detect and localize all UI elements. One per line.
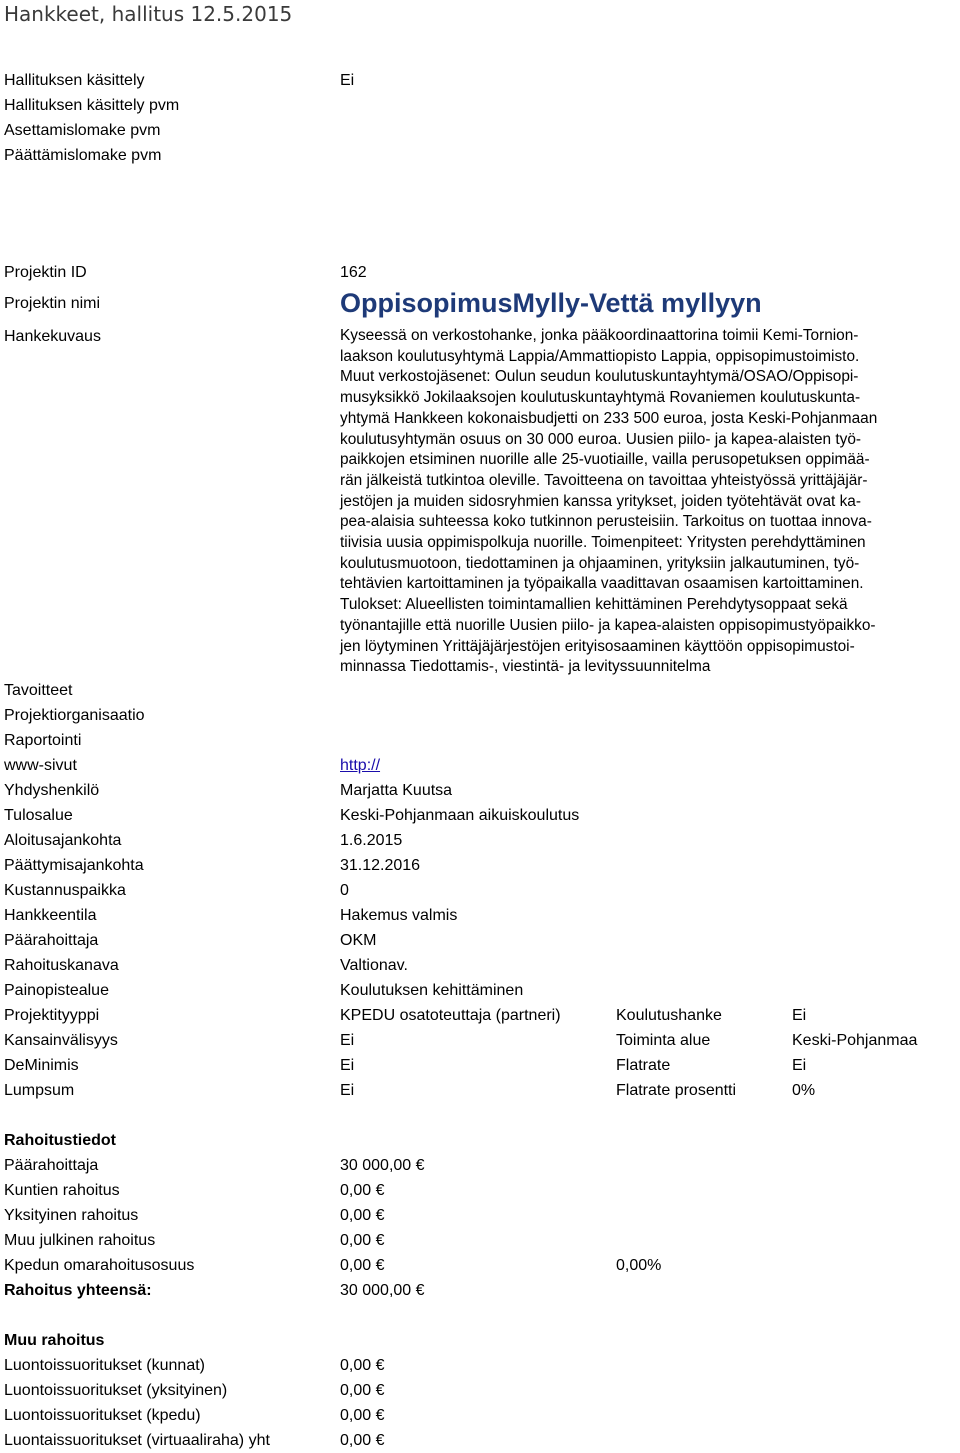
mr-yksityinen-value: 0,00 €: [340, 1382, 385, 1399]
tulosalue-label: Tulosalue: [4, 807, 73, 824]
description-line: yhtymä Hankkeen kokonaisbudjetti on 233 500 euroa, josta Keski-Pohjanmaan: [340, 409, 878, 427]
rt-kpedu-value: 0,00 €: [340, 1257, 385, 1274]
toiminta-alue-label: Toiminta alue: [616, 1032, 711, 1049]
euro-symbol: €: [415, 1157, 425, 1174]
euro-symbol: €: [375, 1232, 385, 1249]
rt-paarahoittaja-value: 30 000,00 €: [340, 1157, 425, 1174]
flatrate-prosentti-label: Flatrate prosentti: [616, 1082, 737, 1099]
mr-virtuaali-value: 0,00 €: [340, 1432, 385, 1449]
rt-yhteensa-label: Rahoitus yhteensä:: [4, 1282, 152, 1299]
painopistealue-label: Painopistealue: [4, 982, 109, 999]
paattamislomake-pvm-label: Päättämislomake pvm: [4, 147, 162, 164]
description-line: tehtävien kartoittaminen ja työpaikalla vaadittavan osaamisen kartoittaminen.: [340, 575, 864, 593]
aloitusajankohta-label: Aloitusajankohta: [4, 832, 122, 849]
mr-kpedu-value: 0,00 €: [340, 1407, 385, 1424]
page-header-title: Hankkeet, hallitus 12.5.2015: [4, 2, 293, 26]
paattymisajankohta-label: Päättymisajankohta: [4, 857, 144, 874]
mr-kpedu-label: Luontoissuoritukset (kpedu): [4, 1407, 201, 1424]
rt-kpedu-label: Kpedun omarahoitusosuus: [4, 1257, 195, 1274]
rt-kuntien-value: 0,00 €: [340, 1182, 385, 1199]
hallituksen-kasittely-label: Hallituksen käsittely: [4, 72, 145, 89]
muu-rahoitus-heading: Muu rahoitus: [4, 1332, 105, 1349]
kansainvalisyys-value: Ei: [340, 1032, 355, 1049]
kustannuspaikka-value: 0: [340, 882, 349, 899]
lumpsum-label: Lumpsum: [4, 1082, 75, 1099]
euro-symbol: €: [415, 1282, 425, 1299]
description-line: Muut verkostojäsenet: Oulun seudun koulutuskuntayhtymä/OSAO/Oppisopi-: [340, 368, 859, 386]
euro-symbol: €: [375, 1432, 385, 1449]
hankkeentila-label: Hankkeentila: [4, 907, 97, 924]
description-line: tiivisia uusia oppimispolkuja nuorille. Toimenpiteet: Yritysten perehdyttäminen: [340, 534, 866, 552]
projektityyppi-value: KPEDU osatoteuttaja (partneri): [340, 1007, 561, 1024]
lumpsum-value: Ei: [340, 1082, 355, 1099]
kansainvalisyys-label: Kansainvälisyys: [4, 1032, 118, 1049]
rahoituskanava-label: Rahoituskanava: [4, 957, 119, 974]
rt-muu-julkinen-label: Muu julkinen rahoitus: [4, 1232, 156, 1249]
description-line: työnantajille että nuorille Uusien piilo- ja kapea-alaisten oppisopimustyöpaikko-: [340, 616, 876, 634]
projektityyppi-label: Projektityyppi: [4, 1007, 100, 1024]
hallituksen-kasittely-value: Ei: [340, 72, 355, 89]
project-description: [340, 326, 960, 678]
projektin-id-label: Projektin ID: [4, 264, 87, 281]
tavoitteet-label: Tavoitteet: [4, 682, 73, 699]
projektin-id-value: 162: [340, 264, 367, 281]
rahoituskanava-value: Valtionav.: [340, 957, 408, 974]
projektin-nimi-label: Projektin nimi: [4, 295, 101, 312]
rt-muu-julkinen-value: 0,00 €: [340, 1232, 385, 1249]
rt-paarahoittaja-label: Päärahoittaja: [4, 1157, 99, 1174]
tulosalue-value: Keski-Pohjanmaan aikuiskoulutus: [340, 807, 580, 824]
euro-symbol: €: [375, 1182, 385, 1199]
www-link[interactable]: http://: [340, 757, 381, 774]
description-line: paikkojen etsiminen nuorille alle 25-vuotiaille, vailla perusopetuksen oppimää-: [340, 451, 870, 469]
rt-yksityinen-value: 0,00 €: [340, 1207, 385, 1224]
rt-kpedu-percent: 0,00%: [616, 1257, 662, 1274]
description-line: koulutusyhtymän osuus on 30 000 euroa. Uusien piilo- ja kapea-alaisten työ-: [340, 430, 862, 448]
rahoitustiedot-heading: Rahoitustiedot: [4, 1132, 116, 1149]
asettamislomake-pvm-label: Asettamislomake pvm: [4, 122, 161, 139]
yhdyshenkilo-label: Yhdyshenkilö: [4, 782, 100, 799]
hankekuvaus-label: Hankekuvaus: [4, 328, 101, 345]
kustannuspaikka-label: Kustannuspaikka: [4, 882, 126, 899]
project-name-title: OppisopimusMylly-Vettä myllyyn: [340, 288, 762, 318]
toiminta-alue-value: Keski-Pohjanmaa: [792, 1032, 918, 1049]
mr-virtuaali-label: Luontaissuoritukset (virtuaaliraha) yht: [4, 1432, 270, 1449]
koulutushanke-value: Ei: [792, 1007, 807, 1024]
mr-kunnat-label: Luontoissuoritukset (kunnat): [4, 1357, 205, 1374]
paarahoittaja-value: OKM: [340, 932, 377, 949]
description-line: jen löytyminen Yrittäjäjärjestöjen erityisosaaminen käyttöön oppisopimustoi-: [340, 637, 855, 655]
description-line: Tulokset: Alueellisten toimintamallien kehittäminen Perehdytysoppaat sekä: [340, 596, 848, 614]
euro-symbol: €: [375, 1407, 385, 1424]
rt-yhteensa-value: 30 000,00 €: [340, 1282, 425, 1299]
hankkeentila-value: Hakemus valmis: [340, 907, 458, 924]
deminimis-label: DeMinimis: [4, 1057, 79, 1074]
paattymisajankohta-value: 31.12.2016: [340, 857, 421, 874]
deminimis-value: Ei: [340, 1057, 355, 1074]
description-line: jestöjen ja muiden sidosryhmien kanssa yritykset, joiden työtehtävät ovat ka-: [340, 492, 861, 510]
hallituksen-kasittely-pvm-label: Hallituksen käsittely pvm: [4, 97, 180, 114]
raportointi-label: Raportointi: [4, 732, 82, 749]
euro-symbol: €: [375, 1382, 385, 1399]
flatrate-value: Ei: [792, 1057, 807, 1074]
projektiorganisaatio-label: Projektiorganisaatio: [4, 707, 145, 724]
description-line: Kyseessä on verkostohanke, jonka pääkoordinaattorina toimii Kemi-Tornion-: [340, 327, 859, 344]
rt-yksityinen-label: Yksityinen rahoitus: [4, 1207, 139, 1224]
koulutushanke-label: Koulutushanke: [616, 1007, 722, 1024]
euro-symbol: €: [375, 1257, 385, 1274]
euro-symbol: €: [375, 1357, 385, 1374]
description-line: koulutusmuotoon, tiedottaminen ja ohjaaminen, yrityksiin jalkautuminen, työ-: [340, 554, 860, 572]
description-line: laakson koulutusyhtymä Lappia/Ammattiopisto Lappia, oppisopimustoimisto.: [340, 347, 860, 365]
flatrate-prosentti-value: 0%: [792, 1082, 816, 1099]
paarahoittaja-label: Päärahoittaja: [4, 932, 99, 949]
mr-kunnat-value: 0,00 €: [340, 1357, 385, 1374]
description-line: minnassa Tiedottamis-, viestintä- ja levityssuunnitelma: [340, 658, 711, 676]
description-line: rän jälkeistä tutkintoa oleville. Tavoitteena on tavoittaa yhteistyössä yrittäjäjär-: [340, 471, 868, 489]
description-line: musyksikkö Jokilaaksojen koulutuskuntayhtymä Rovaniemen koulutuskunta-: [340, 389, 861, 407]
www-sivut-label: www-sivut: [4, 757, 77, 774]
mr-yksityinen-label: Luontoissuoritukset (yksityinen): [4, 1382, 228, 1399]
flatrate-label: Flatrate: [616, 1057, 671, 1074]
rt-kuntien-label: Kuntien rahoitus: [4, 1182, 120, 1199]
aloitusajankohta-value: 1.6.2015: [340, 832, 403, 849]
painopistealue-value: Koulutuksen kehittäminen: [340, 982, 524, 999]
euro-symbol: €: [375, 1207, 385, 1224]
description-line: pea-alaisia suhteessa koko tutkinnon perusteisiin. Tarkoitus on tuottaa innova-: [340, 513, 872, 531]
yhdyshenkilo-value: Marjatta Kuutsa: [340, 782, 453, 799]
